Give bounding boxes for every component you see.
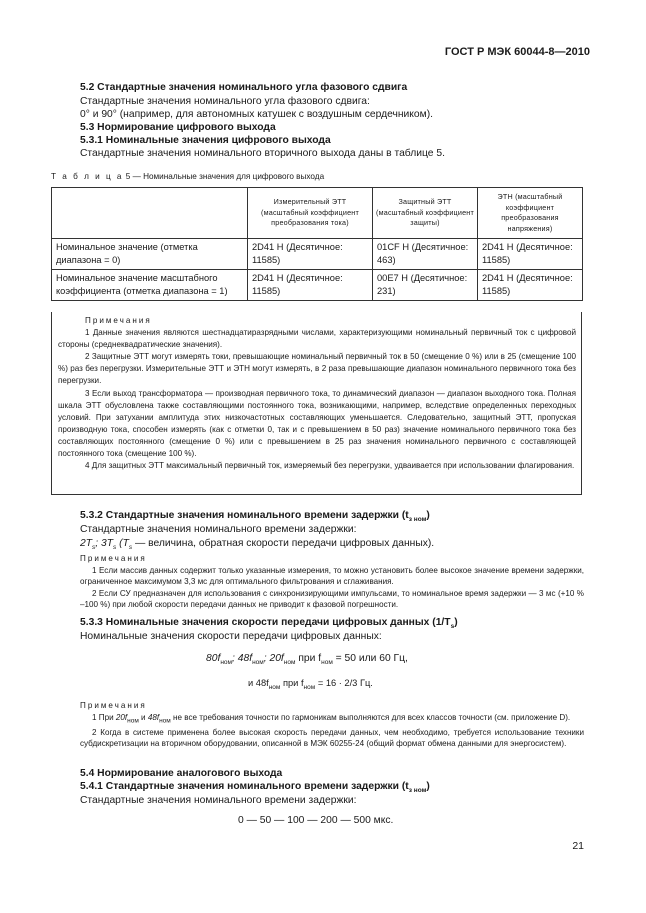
formula-part: = 16 · 2/3 Гц.: [315, 678, 373, 688]
table-caption-text: 5 — Номинальные значения для цифрового выхода: [125, 172, 325, 181]
note-part: 1 При: [92, 712, 116, 722]
table-notes: [58, 315, 576, 472]
table-cell: 2D41 H (Десятичное: 11585): [478, 270, 583, 301]
subscript: ном: [321, 659, 333, 667]
note-part: 48f: [147, 712, 160, 722]
section-5-3-3-title: [80, 617, 458, 630]
section-5-2-title: 5.2 Стандартные значения номинального угла фазового сдвига: [80, 82, 408, 93]
table-note: 3 Если выход трансформатора — производная первичного тока, то динамический диапазон — диапазон выходного тока. Полная шкала ЭТТ обусловлена также составляющими постоянного тока, возникающими, например, вследствие определенных переходных условий. При затухании амплитуда этих низкочастотных составляющих уменьшается. Следовательно, защитный ЭТТ, пропуская производную тока, способен измерять (как с отметки 0, так и с превышением в 50 раз) значение номинального первичного тока без составляющих постоянного (смещение 0 %) или с превышением в 25 раз значения номинального первичного с составляющей постоянного тока (смещение 100 %).: [58, 388, 576, 459]
section-5-3-1-title: 5.3.1 Номинальные значения цифрового выхода: [80, 135, 331, 146]
subscript: s: [113, 544, 117, 552]
section-5-2-line1: Стандартные значения номинального угла фазового сдвига:: [80, 96, 370, 107]
subscript: з ном: [408, 516, 427, 524]
section-5-3-1-line1: Стандартные значения номинального вторичного выхода даны в таблице 5.: [80, 148, 445, 159]
page-number: 21: [572, 840, 584, 852]
note-part: и: [138, 712, 148, 722]
formula-part: ; 48f: [232, 653, 253, 664]
note: 1 Если массив данных содержит только указанные измерения, то можно установить более высокое значение времени задержки, ограниченное максимумом 3,3 мс для оптимального фильтрования и сглаживания.: [80, 565, 584, 587]
table-cell: Номинальное значение (отметка диапазона = 0): [52, 239, 248, 270]
table-5: [51, 187, 583, 301]
delay-values: 0 — 50 — 100 — 200 — 500 мкс.: [238, 815, 394, 826]
table-header-cell: ЭТН (масштабный коэффициент преобразования напряжения): [478, 188, 583, 239]
paren: ): [426, 510, 430, 521]
table-cell: 00E7 H (Десятичное: 231): [373, 270, 478, 301]
table-notes-heading: Примечания: [85, 316, 152, 325]
subscript: з ном: [408, 787, 427, 795]
section-5-2-line2: 0° и 90° (например, для автономных катушек с воздушным сердечником).: [80, 109, 433, 120]
table-header-cell: [52, 188, 248, 239]
table-note: 4 Для защитных ЭТТ максимальный первичный ток, измеряемый без перегрузки, удваивается при использовании флагирования.: [85, 461, 575, 471]
standard-id: ГОСТ Р МЭК 60044-8—2010: [444, 46, 590, 58]
subscript: ном: [127, 717, 139, 725]
note: [80, 712, 584, 727]
table-caption: [51, 172, 324, 181]
table-cell: Номинальное значение масштабного коэффициента (отметка диапазона = 1): [52, 270, 248, 301]
note: 2 Когда в системе применена более высокая скорость передачи данных, чем необходимо, требуется использование техники субдискретизации на вторичном оборудовании, описанной в МЭК 60255-24 (общий формат обмена данными для энергосистем).: [80, 727, 584, 749]
subscript: ном: [220, 659, 233, 667]
subscript: ном: [283, 659, 296, 667]
table-cell: 01CF H (Десятичное: 463): [373, 239, 478, 270]
section-5-4-title: 5.4 Нормирование аналогового выхода: [80, 768, 283, 779]
section-5-3-2-title-text: 5.3.2 Стандартные значения номинального времени задержки (t: [80, 510, 409, 521]
section-5-4-1-title: [80, 781, 430, 794]
subscript: ном: [268, 683, 281, 691]
paren: ): [454, 617, 458, 628]
formula-part: = 50 или 60 Гц,: [332, 653, 408, 664]
subscript: s: [450, 623, 455, 631]
subscript: s: [92, 544, 96, 552]
section-5-4-1-title-text: 5.4.1 Стандартные значения номинального времени задержки (t: [80, 781, 409, 792]
subscript: ном: [303, 683, 316, 691]
subscript: ном: [159, 717, 171, 725]
formula-part: — величина, обратная скорости передачи цифровых данных).: [132, 538, 435, 549]
section-5-3-title: 5.3 Нормирование цифрового выхода: [80, 122, 276, 133]
section-5-3-2-line1: Стандартные значения номинального времени задержки:: [80, 524, 357, 535]
formula-2: [248, 678, 373, 691]
table-note: 1 Данные значения являются шестнадцатиразрядными числами, характеризующими номинальный первичный ток с цифровой стороны (среднеквадратические значения).: [58, 328, 576, 350]
formula-part: (T: [116, 538, 129, 549]
table-cell: 2D41 H (Десятичное: 11585): [478, 239, 583, 270]
table-cell: 2D41 H (Десятичное: 11585): [248, 270, 373, 301]
table-cell: 2D41 H (Десятичное: 11585): [248, 239, 373, 270]
section-5-3-2-title: [80, 510, 430, 523]
paren: ): [426, 781, 430, 792]
note: 2 Если СУ предназначен для использования с синхронизирующими импульсами, то номинальное время задержки — 3 мс (+10 % –100 %) при любой скорости передачи данных не приводит к фазовой погрешности.: [80, 588, 584, 610]
subscript: s: [128, 544, 133, 552]
notes-heading: Примечания: [80, 554, 147, 563]
formula-part: при f: [295, 653, 322, 664]
formula-part: 80f: [206, 653, 221, 664]
section-5-3-3-title-text: 5.3.3 Номинальные значения скорости передачи цифровых данных (1/T: [80, 617, 451, 628]
table-row: [52, 270, 583, 301]
subscript: ном: [252, 659, 264, 667]
formula-part: при f: [280, 678, 304, 688]
section-5-3-2-notes: [80, 553, 584, 611]
note-part: 20f: [115, 712, 128, 722]
section-5-4-1-line1: Стандартные значения номинального времени задержки:: [80, 795, 357, 806]
section-5-3-3-line1: Номинальные значения скорости передачи цифровых данных:: [80, 631, 382, 642]
table-row: [52, 239, 583, 270]
table-header-cell: Измерительный ЭТТ (масштабный коэффициент преобразования тока): [248, 188, 373, 239]
formula-part: ; 20f: [263, 653, 284, 664]
formula-part: 2T: [80, 538, 93, 549]
table-header-row: [52, 188, 583, 239]
section-5-3-3-notes: [80, 700, 584, 750]
formula-part: и 48f: [248, 678, 269, 688]
table-note: 2 Защитные ЭТТ могут измерять токи, превышающие номинальный первичный ток в 50 (смещение 0 %) или в 25 (смещение 100 %) раз без перегрузки. Измерительные ЭТТ и ЭТН могут измерять, в 2 раза превышающие диапазон номинального первичного тока без перегрузки.: [58, 352, 576, 386]
formula-1: [206, 653, 408, 666]
section-5-3-2-line2: [80, 538, 434, 551]
formula-part: ; 3T: [95, 538, 114, 549]
note-part: не все требования точности по гармоникам выполняются для всех классов точности (см. приложение D).: [170, 712, 571, 722]
table-header-cell: Защитный ЭТТ (масштабный коэффициент защиты): [373, 188, 478, 239]
notes-heading: Примечания: [80, 701, 147, 710]
table-caption-prefix: Т а б л и ц а: [51, 172, 124, 181]
